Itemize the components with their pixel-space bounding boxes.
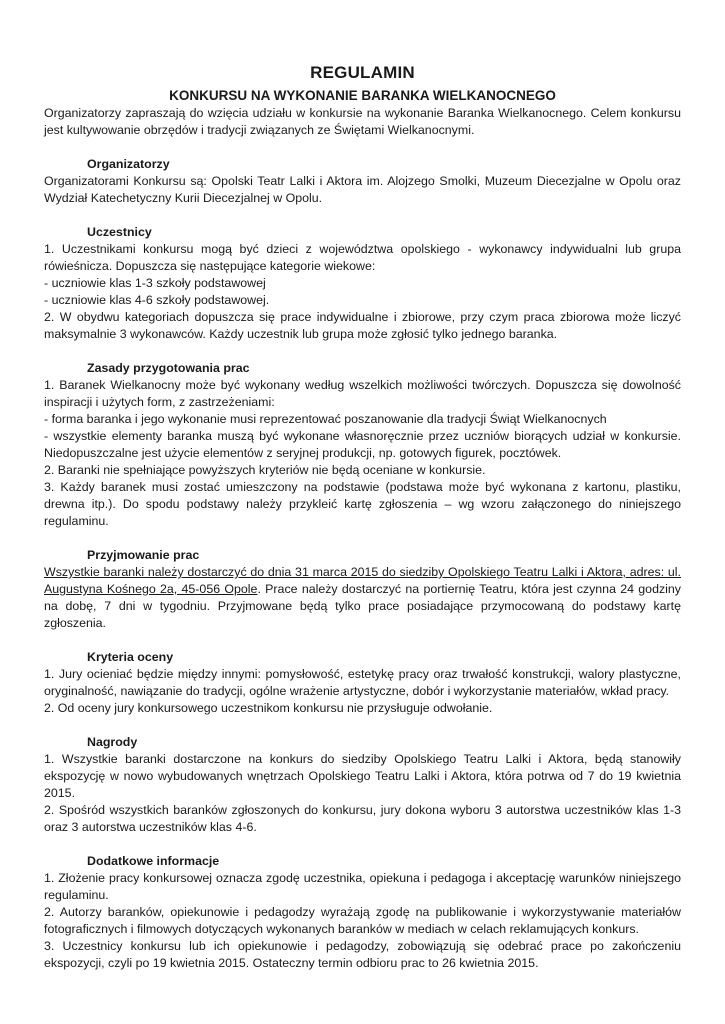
section-paragraph: 1. Baranek Wielkanocny może być wykonany według wszelkich możliwości twórczych. Dopuszcza się dowolność inspiracji i użytych form, z zastrzeżeniami: [44, 378, 681, 409]
section-przyjmowanie [44, 547, 681, 632]
section-paragraph: 1. Złożenie pracy konkursowej oznacza zgodę uczestnika, opiekuna i pedagoga i akceptację warunków niniejszego regulaminu. [44, 871, 681, 902]
section-zasady [44, 360, 681, 530]
document-page [44, 62, 681, 972]
document-title: REGULAMIN [310, 63, 415, 82]
section-paragraph: 2. W obydwu kategoriach dopuszcza się prace indywidualne i zbiorowe, przy czym praca zbiorowa może liczyć maksymalnie 3 wykonawców. Każdy uczestnik lub grupa może zgłosić tylko jednego baranka. [44, 310, 681, 341]
section-heading: Uczestnicy [87, 225, 152, 239]
section-paragraph: 1. Uczestnikami konkursu mogą być dzieci z województwa opolskiego - wykonawcy indywidualni lub grupa rówieśnicza. Dopuszcza się następujące kategorie wiekowe: [44, 242, 681, 273]
section-list-item: - uczniowie klas 4-6 szkoły podstawowej. [44, 293, 270, 307]
section-heading: Nagrody [87, 735, 138, 749]
section-list-item: - wszystkie elementy baranka muszą być wykonane własnoręcznie przez uczniów biorących udział w konkursie. Niedopuszczalne jest użycie elementów z seryjnej produkcji, np. gotowych figurek, pocztówek. [44, 429, 681, 460]
section-paragraph: 3. Każdy baranek musi zostać umieszczony na podstawie (podstawa może być wykonana z kartonu, plastiku, drewna itp.). Do spodu podstawy należy przykleić kartę zgłoszenia – wg wzoru załączonego do niniejszego regulaminu. [44, 480, 681, 528]
section-kryteria [44, 649, 681, 717]
section-list-item: - forma baranka i jego wykonanie musi reprezentować poszanowanie dla tradycji Świąt Wielkanocnych [44, 412, 607, 426]
section-list-item: - uczniowie klas 1-3 szkoły podstawowej [44, 276, 266, 290]
section-paragraph [44, 564, 681, 632]
section-dodatkowe [44, 853, 681, 972]
section-heading: Dodatkowe informacje [87, 854, 220, 868]
section-heading: Kryteria oceny [87, 650, 174, 664]
section-paragraph: 1. Jury ocieniać będzie między innymi: pomysłowość, estetykę pracy oraz trwałość konstrukcji, walory plastyczne, oryginalność, nawiązanie do tradycji, ogólne wrażenie artystyczne, dobór i wykorzystanie materiałów, wkład pracy. [44, 667, 681, 698]
section-uczestnicy [44, 224, 681, 343]
section-organizatorzy [44, 156, 681, 207]
section-paragraph: 2. Spośród wszystkich baranków zgłoszonych do konkursu, jury dokona wyboru 3 autorstwa uczestników klas 1-3 oraz 3 autorstwa uczestników klas 4-6. [44, 803, 681, 834]
underlined-address: Wszystkie baranki należy dostarczyć do dnia 31 marca 2015 do siedziby Opolskiego Teatru Lalki i Aktora, adres: ul. Augustyna Kośnego 2a, 45-056 Opole [44, 565, 681, 596]
section-heading: Przyjmowanie prac [87, 548, 200, 562]
section-paragraph: 2. Autorzy baranków, opiekunowie i pedagodzy wyrażają zgodę na publikowanie i wykorzystywanie materiałów fotograficznych i filmowych dotyczących wykonanych baranków w mediach w celach reklamujących konkurs. [44, 905, 681, 936]
section-paragraph: 2. Od oceny jury konkursowego uczestnikom konkursu nie przysługuje odwołanie. [44, 701, 493, 715]
section-paragraph: Organizatorami Konkursu są: Opolski Teatr Lalki i Aktora im. Alojzego Smolki, Muzeum Diecezjalne w Opolu oraz Wydział Katechetyczny Kurii Diecezjalnej w Opolu. [44, 174, 681, 205]
section-paragraph: 1. Wszystkie baranki dostarczone na konkurs do siedziby Opolskiego Teatru Lalki i Aktora, będą stanowiły ekspozycję w nowo wybudowanych wnętrzach Opolskiego Teatru Lalki i Aktora, która potrwa od 7 do 19 kwietnia 2015. [44, 752, 681, 800]
section-heading: Organizatorzy [87, 157, 170, 171]
paragraph-rest: . Prace należy dostarczyć na portiernię Teatru, która jest czynna 24 godziny na dobę, 7 dni w tygodniu. Przyjmowane będą tylko prace posiadające przymocowaną do podstawy kartę zgłoszenia. [44, 582, 682, 630]
document-subtitle: KONKURSU NA WYKONANIE BARANKA WIELKANOCNEGO [169, 88, 556, 103]
section-nagrody [44, 734, 681, 836]
section-paragraph: 2. Baranki nie spełniające powyższych kryteriów nie będą oceniane w konkursie. [44, 463, 486, 477]
section-heading: Zasady przygotowania prac [87, 361, 250, 375]
intro-paragraph: Organizatorzy zapraszają do wzięcia udziału w konkursie na wykonanie Baranka Wielkanocnego. Celem konkursu jest kultywowanie obrzędów i tradycji związanych ze Świętami Wielkanocnymi. [44, 106, 681, 137]
section-paragraph: 3. Uczestnicy konkursu lub ich opiekunowie i pedagodzy, zobowiązują się odebrać prace po zakończeniu ekspozycji, czyli po 19 kwietnia 2015. Ostateczny termin odbioru prac to 26 kwietnia 2015. [44, 939, 681, 970]
